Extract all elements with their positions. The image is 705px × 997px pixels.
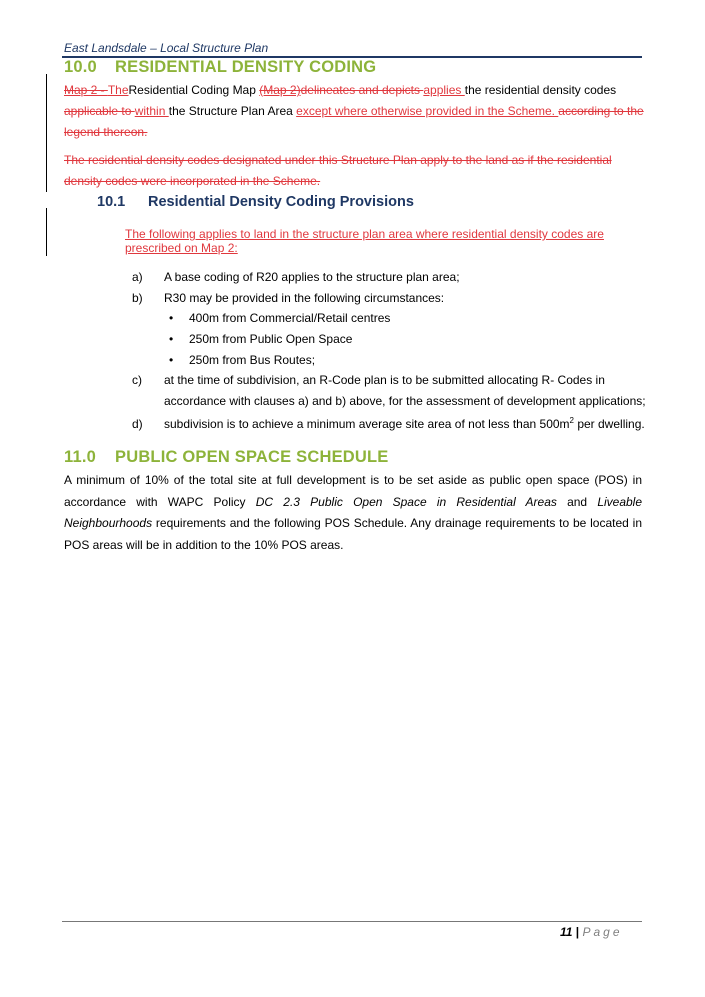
bullet-item [169, 353, 315, 367]
list-item [132, 267, 460, 288]
text-run: Residential Coding Map [128, 83, 260, 97]
inserted-intro: The following applies to land in the structure plan area where residential density codes are prescribed on Map 2: [125, 227, 604, 255]
footer-rule [62, 921, 642, 922]
text-run: the residential density codes [464, 83, 617, 97]
list-label: c) [132, 373, 142, 387]
bullet-icon: • [169, 353, 174, 367]
section-10-heading [64, 58, 376, 77]
tracked-deletion: (Map 2) [259, 83, 301, 97]
section-title: RESIDENTIAL DENSITY CODING [115, 58, 377, 76]
tracked-insertion: The [107, 83, 129, 97]
bullet-item [169, 311, 390, 325]
superscript: 2 [569, 416, 574, 425]
page-number: 11 [560, 925, 573, 939]
bullet-icon: • [169, 311, 174, 325]
section-title: Residential Density Coding Provisions [148, 194, 414, 210]
list-text: subdivision is to achieve a minimum average site area of not less than 500m [164, 417, 570, 431]
tracked-deletion: applicable to [64, 104, 135, 118]
deleted-paragraph: The residential density codes designated under this Structure Plan apply to the land as if the residential density codes were incorporated in the Scheme. [64, 153, 612, 188]
list-text: per dwelling. [574, 417, 645, 431]
section-title: PUBLIC OPEN SPACE SCHEDULE [115, 448, 389, 466]
section-number: 11.0 [64, 448, 97, 466]
section-number: 10.1 [97, 194, 126, 210]
page-label: Page [582, 925, 623, 939]
change-bar [46, 74, 47, 192]
tracked-insertion: except where otherwise provided in the Scheme. [296, 104, 559, 118]
list-text: at the time of subdivision, an R-Code plan is to be submitted allocating R- Codes in [164, 373, 605, 387]
tracked-insertion: applies [423, 83, 465, 97]
bullet-item [169, 332, 352, 346]
list-label: a) [132, 270, 143, 284]
tracked-deletion: Map 2 - [64, 83, 108, 97]
tracked-insertion: within [134, 104, 169, 118]
bullet-icon: • [169, 332, 174, 346]
list-text: R30 may be provided in the following circumstances: [164, 291, 445, 305]
list-label: d) [132, 417, 143, 431]
bullet-text: 250m from Bus Routes; [189, 353, 316, 367]
text-run: requirements and the following POS Schedule. Any drainage requirements to be located in POS areas will be in addition to the 10% POS areas. [64, 516, 642, 552]
text-run: the Structure Plan Area [168, 104, 297, 118]
page-footer [560, 925, 623, 939]
list-item [132, 370, 605, 391]
pos-paragraph [64, 470, 642, 556]
list-label: b) [132, 291, 143, 305]
bullet-text: 250m from Public Open Space [189, 332, 353, 346]
tracked-deletion: legend thereon. [64, 125, 148, 139]
paragraph-residential-coding [64, 80, 644, 143]
list-text: A base coding of R20 applies to the structure plan area; [164, 270, 460, 284]
tracked-deletion: according to the [558, 104, 644, 118]
list-item [132, 410, 645, 435]
section-11-heading [64, 448, 389, 467]
change-bar [46, 208, 47, 256]
text-run: A minimum of 10% of the total site at full development is to be set aside as public open space (POS) in accordance with WAPC Policy [64, 473, 642, 509]
policy-title: DC 2.3 Public Open Space in Residential Areas [255, 494, 557, 509]
bullet-text: 400m from Commercial/Retail centres [189, 311, 391, 325]
list-item [132, 288, 444, 309]
tracked-deletion: delineates and depicts [300, 83, 424, 97]
section-10-1-heading [97, 194, 414, 210]
footer-separator: | [572, 925, 583, 939]
policy-title: Liveable Neighbourhoods [64, 494, 643, 530]
list-item-continuation: accordance with clauses a) and b) above, for the assessment of development applications; [164, 394, 646, 408]
running-header: East Landsdale – Local Structure Plan [64, 41, 269, 55]
text-run: and [556, 494, 598, 509]
section-number: 10.0 [64, 58, 97, 76]
